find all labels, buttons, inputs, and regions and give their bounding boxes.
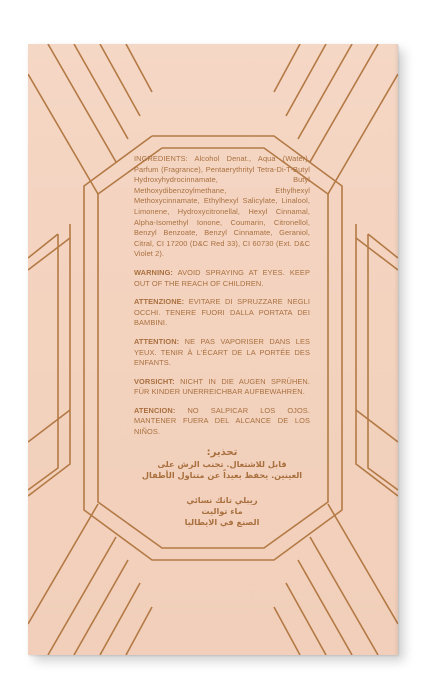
ingredients-label	[134, 154, 310, 528]
warning-en-heading: WARNING:	[134, 267, 173, 277]
warning-fr-heading: ATTENTION:	[134, 336, 180, 346]
arabic-brand-line-1: ريبلي تانك نسائي	[186, 494, 258, 505]
warning-it-heading: ATTENZIONE:	[134, 297, 185, 307]
warning-fr	[134, 337, 310, 369]
arabic-warning-line-1: قابل للاشتعال. تجنب الرش على	[157, 458, 287, 469]
warning-es-heading: ATENCION:	[134, 405, 176, 415]
perfume-box-back	[28, 44, 398, 655]
warning-es	[134, 406, 310, 438]
ingredients-heading: INGREDIENTS:	[134, 154, 188, 163]
warning-de	[134, 377, 310, 398]
arabic-brand-line-3: الصنع في الايطاليا	[184, 516, 260, 527]
warning-es-text: NO SALPICAR LOS OJOS. MANTENER FUERA DEL ALCANCE DE LOS NIÑOS.	[134, 405, 310, 437]
warning-de-text: NICHT IN DIE AUGEN SPRÜHEN. FÜR KINDER UNERREICHBAR AUFBEWAHREN.	[134, 376, 311, 397]
warning-en	[134, 268, 310, 289]
warning-fr-text: NE PAS VAPORISER DANS LES YEUX. TENIR À L'ÉCART DE LA PORTÉE DES ENFANTS.	[134, 336, 311, 368]
box-shadow-edge	[394, 44, 398, 655]
ingredients-text: Alcohol Denat., Aqua (Water), Parfum (Fragrance), Pentaerythrityl Tetra-Di-T-Butyl Hydroxyhydrocinnamate, Butyl Methoxydibenzoylmethane, Ethylhexyl Methoxycinnamate, Ethylhexyl Salicylate, Linalool, Limonene, Hydroxycitronellal, Hexyl Cinnamal, Alpha-Isomethyl Ionone, Coumarin, Citronellol, Benzyl Benzoate, Benzyl Cinnamate, Geraniol, Citral, CI 17200 (D&C Red 33), CI 60730 (Ext. D&C Violet 2).	[134, 154, 310, 259]
warning-it	[134, 297, 310, 329]
warning-it-text: EVITARE DI SPRUZZARE NEGLI OCCHI. TENERE FUORI DALLA PORTATA DEI BAMBINI.	[134, 297, 310, 328]
warning-en-text: AVOID SPRAYING AT EYES. KEEP OUT OF THE REACH OF CHILDREN.	[134, 267, 310, 288]
arabic-warning-title: تحذير:	[206, 446, 238, 458]
arabic-warning-line-2: العينين. يحفظ بعيداً عن متناول الأطفال	[141, 469, 303, 480]
ingredients-paragraph	[134, 154, 310, 260]
arabic-warning	[134, 446, 310, 528]
arabic-brand-line-2: ماء تواليت	[201, 505, 243, 516]
warning-de-heading: VORSICHT:	[134, 376, 175, 386]
